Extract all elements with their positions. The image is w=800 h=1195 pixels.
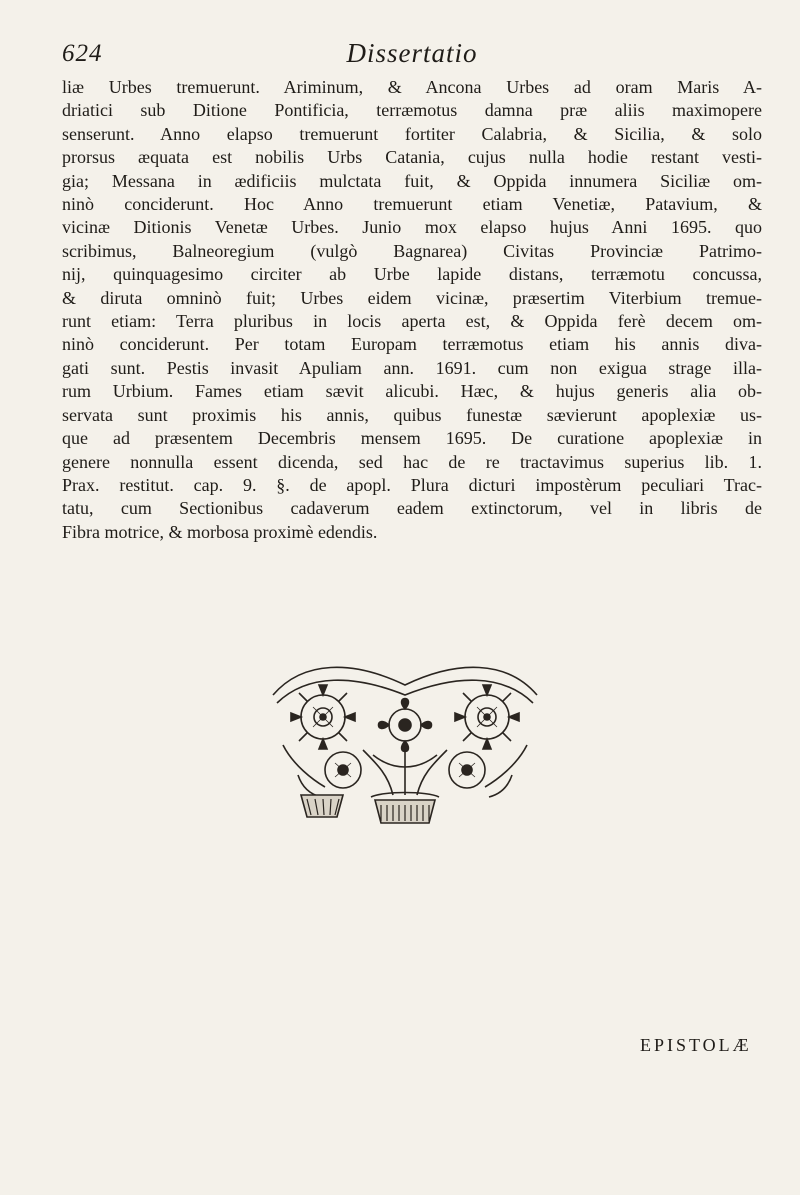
text-line: Fibra motrice, & morbosa proximè edendis. xyxy=(62,521,378,542)
text-line: nij, quinquagesimo circiter ab Urbe lapide distans, terræmotu concussa, xyxy=(62,264,762,285)
page-number: 624 xyxy=(62,40,103,67)
text-line: tatu, cum Sectionibus cadaverum eadem extinctorum, vel in libris de xyxy=(62,498,762,519)
text-line: ninò conciderunt. Per totam Europam terræmotus etiam his annis diva- xyxy=(62,334,762,355)
catchword: EPISTOLÆ xyxy=(640,1035,752,1055)
text-line: driatici sub Ditione Pontificia, terræmotus damna præ aliis maximopere xyxy=(62,100,762,121)
text-line: gati sunt. Pestis invasit Apuliam ann. 1691. cum non exigua strage illa- xyxy=(62,357,762,378)
text-line: scribimus, Balneoregium (vulgò Bagnarea) Civitas Provinciæ Patrimo- xyxy=(62,240,762,261)
text-line: vicinæ Ditionis Venetæ Urbes. Junio mox elapso hujus Anni 1695. quo xyxy=(62,217,762,238)
text-line: prorsus æquata est nobilis Urbs Catania, cujus nulla hodie restant vesti- xyxy=(62,147,762,168)
text-line: que ad præsentem Decembris mensem 1695. De curatione apoplexiæ in xyxy=(62,428,762,449)
text-line: ninò conciderunt. Hoc Anno tremuerunt etiam Venetiæ, Patavium, & xyxy=(62,194,762,215)
text-line: genere nonnulla essent dicenda, sed hac de re tractavimus superius lib. 1. xyxy=(62,451,762,472)
text-line: runt etiam: Terra pluribus in locis aperta est, & Oppida ferè decem om- xyxy=(62,311,762,332)
text-line: Prax. restitut. cap. 9. §. de apopl. Plura dicturi impostèrum peculiari Trac- xyxy=(62,474,762,495)
body-text xyxy=(62,76,762,544)
text-line: servata sunt proximis his annis, quibus funestæ sævierunt apoplexiæ us- xyxy=(62,404,762,425)
text-line: senserunt. Anno elapso tremuerunt fortiter Calabria, & Sicilia, & solo xyxy=(62,123,762,144)
text-line: & diruta omninò fuit; Urbes eidem vicinæ, præsertim Viterbium tremue- xyxy=(62,287,762,308)
floral-tailpiece-icon xyxy=(263,655,547,831)
text-line: rum Urbium. Fames etiam sævit alicubi. Hæc, & hujus generis alia ob- xyxy=(62,381,762,402)
text-line: liæ Urbes tremuerunt. Ariminum, & Ancona Urbes ad oram Maris A- xyxy=(62,77,762,97)
page-header xyxy=(62,40,762,74)
running-title: Dissertatio xyxy=(346,38,478,68)
text-line: gia; Messana in ædificiis mulctata fuit, & Oppida innumera Siciliæ om- xyxy=(62,170,762,191)
